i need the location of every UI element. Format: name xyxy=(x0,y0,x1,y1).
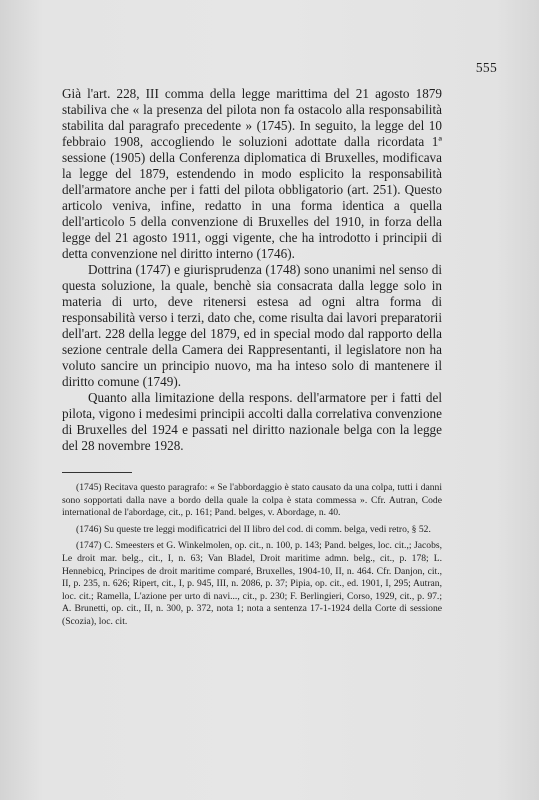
footnote-separator xyxy=(62,472,132,473)
page-number: 555 xyxy=(475,60,497,75)
footnote-1747: (1747) C. Smeesters et G. Winkelmolen, op. cit., n. 100, p. 143; Pand. belges, loc. cit.,; Jacobs, Le droit mar. belg., cit., I, n. 63; Van Bladel, Droit maritime admn. belg., cit., p. 178; L. Hennebicq, Principes de droit maritime comparé, Bruxelles, 1904-10, II, n. 464. Cfr. Danjon, cit., II, p. 235, n. 626; Ripert, cit., I, p. 945, III, n. 2086, p. 37; Pipia, op. cit., ed. 1901, I, 295; Autran, loc. cit.; Ramella, L'azione per urto di navi..., cit., p. 230; F. Berlingieri, Corso, 1929, cit., p. 97.; A. Brunetti, op. cit., II, n. 300, p. 372, nota 1; nota a sentenza 17-1-1924 della Corte di sessione (Scozia), loc. cit. xyxy=(62,540,442,627)
body-text xyxy=(62,86,442,454)
footnote-1745: (1745) Recitava questo paragrafo: « Se l'abbordaggio è stato causato da una colpa, tutti i danni sono sopportati dalla nave a bordo della quale la colpa è stata commessa ». Cfr. Autran, Code international de l'abordage, cit., p. 161; Pand. belges, v. Abordage, n. 40. xyxy=(62,482,442,519)
footnote-1746: (1746) Su queste tre leggi modificatrici del II libro del cod. di comm. belga, vedi retro, § 52. xyxy=(76,523,431,535)
paragraph-1: Già l'art. 228, III comma della legge marittima del 21 agosto 1879 stabiliva che « la presenza del pilota non fa ostacolo alla responsabilità stabilita dal paragrafo precedente » (1745). In seguito, la legge del 10 febbraio 1908, accogliendo le soluzioni adottate dalla ricordata 1ª sessione (1905) della Conferenza diplomatica di Bruxelles, modificava la legge del 1879, estendendo in modo esplicito la responsabilità dell'armatore anche per i fatti del pilota obbligatorio (art. 251). Questo articolo veniva, infine, redatto in una forma identica a quella dell'articolo 5 della convenzione di Bruxelles del 1910, in forza della legge del 21 agosto 1911, oggi vigente, che ha introdotto i principii di detta convenzione nel diritto interno (1746). xyxy=(62,86,442,261)
paragraph-2: Dottrina (1747) e giurisprudenza (1748) sono unanimi nel senso di questa soluzione, la quale, benchè sia consacrata dalla legge solo in materia di urto, deve ritenersi estesa ad ogni altra forma di responsabilità verso i terzi, dato che, come risulta dai lavori preparatorii dell'art. 228 della legge del 1879, ed in special modo dal rapporto della sezione centrale della Camera dei Rappresentanti, il legislatore non ha voluto sancire un principio nuovo, ma ha inteso solo di mantenere il diritto comune (1749). xyxy=(62,262,442,389)
footnotes xyxy=(62,482,442,633)
paragraph-3: Quanto alla limitazione della respons. dell'armatore per i fatti del pilota, vigono i medesimi principii accolti dalla correlativa convenzione di Bruxelles del 1924 e passati nel diritto nazionale belga con la legge del 28 novembre 1928. xyxy=(62,390,442,453)
